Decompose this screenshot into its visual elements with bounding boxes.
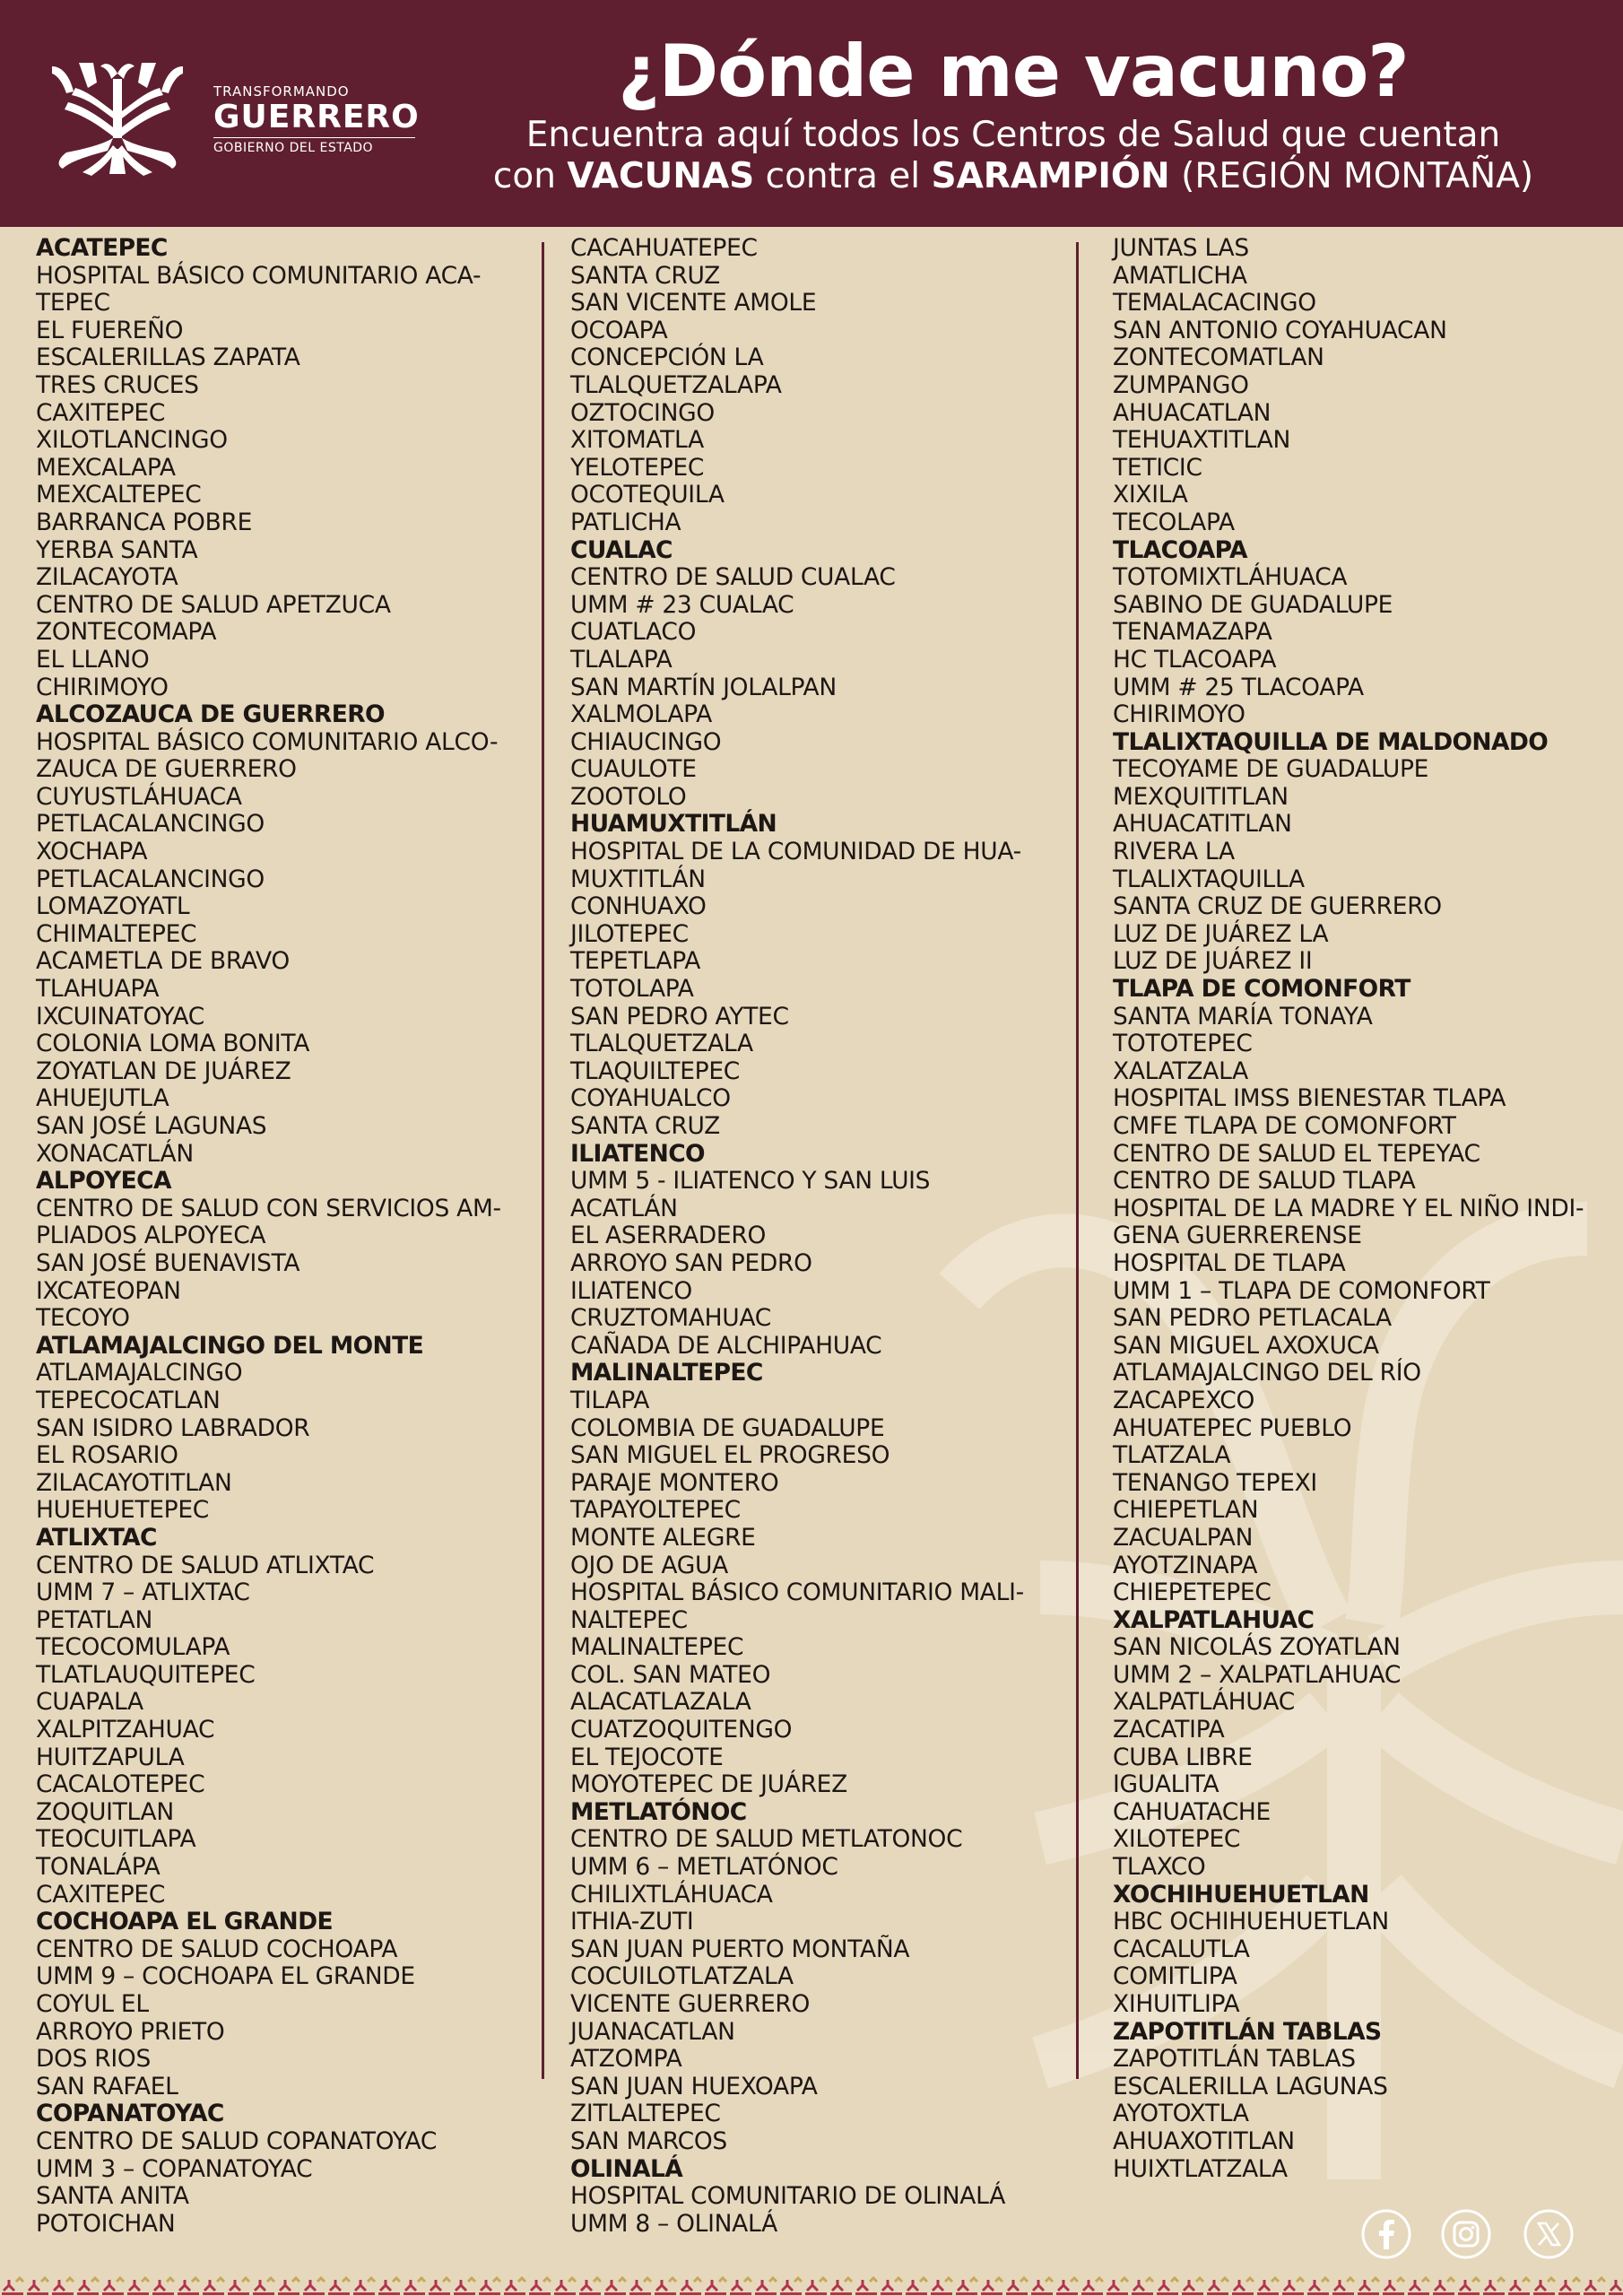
health-center-item: ATLAMAJALCINGO [36,1359,243,1387]
health-center-item: NALTEPEC [570,1605,688,1634]
health-center-item: TILAPA [570,1386,650,1414]
health-center-item: TLATLAUQUITEPEC [36,1660,256,1689]
health-center-item: UMM 1 – TLAPA DE COMONFORT [1113,1276,1490,1305]
instagram-icon[interactable] [1440,2208,1492,2260]
page-subtitle [430,115,1596,197]
health-center-item: HOSPITAL DE LA COMUNIDAD DE HUA- [570,838,1021,866]
health-center-item: TLALAPA [570,645,673,674]
municipality-heading: ACATEPEC [36,234,168,262]
health-center-item: TLAXCO [1113,1853,1206,1882]
health-center-list-column-2 [570,235,1024,2238]
health-center-item: OCOAPA [570,316,668,344]
health-center-item: ATZOMPA [570,2045,682,2074]
health-center-item: TAPAYOLTEPEC [570,1496,741,1525]
health-center-item: DOS RIOS [36,2045,152,2074]
health-center-item: COYUL EL [36,1990,149,2018]
health-center-item: JILOTEPEC [570,919,689,948]
health-center-item: BARRANCA POBRE [36,508,253,536]
health-center-item: UMM 2 – XALPATLAHUAC [1113,1660,1402,1689]
logo-text [213,83,420,155]
health-center-item: CENTRO DE SALUD CUALAC [570,563,896,592]
health-center-item: UMM # 25 TLACOAPA [1113,673,1364,701]
health-center-item: ZACAPEXCO [1113,1386,1255,1414]
guerrero-tree-logo-icon [43,56,192,178]
health-center-item: TLALQUETZALAPA [570,370,782,399]
health-center-item: XILOTEPEC [1113,1825,1241,1854]
health-center-item: ZUMPANGO [1113,370,1249,399]
health-center-item: ZILACAYOTA [36,563,178,592]
health-center-item: IXCUINATOYAC [36,1002,204,1031]
health-center-item: COLONIA LOMA BONITA [36,1030,310,1058]
health-center-item: CMFE TLAPA DE COMONFORT [1113,1112,1456,1140]
health-center-item: HOSPITAL COMUNITARIO DE OLINALÁ [570,2182,1006,2211]
health-center-item: ARROYO PRIETO [36,2017,225,2046]
health-center-item: EL ROSARIO [36,1441,178,1470]
subtitle-part: contra el [754,156,932,196]
health-center-item: SAN JOSÉ LAGUNAS [36,1112,267,1140]
health-center-item: TECOYO [36,1304,130,1333]
municipality-heading: HUAMUXTITLÁN [570,810,777,839]
health-center-item: MONTE ALEGRE [570,1523,756,1552]
health-center-item: TOTOMIXTLÁHUACA [1113,563,1348,592]
health-center-item: SAN PEDRO PETLACALA [1113,1304,1392,1333]
health-center-list-column-3 [1113,235,1584,2183]
health-center-item: ESCALERILLA LAGUNAS [1113,2072,1388,2100]
health-center-item: OZTOCINGO [570,398,715,427]
health-center-item: ILIATENCO [570,1276,692,1305]
health-center-item: GENA GUERRERENSE [1113,1222,1362,1250]
health-center-item: TLAHUAPA [36,975,160,1004]
health-center-item: SAN MARCOS [570,2126,727,2155]
health-center-item: PARAJE MONTERO [570,1468,779,1497]
health-center-item: EL FUEREÑO [36,316,184,344]
health-center-item: OJO DE AGUA [570,1551,728,1579]
column-divider [1076,242,1079,2079]
health-center-item: TECOYAME DE GUADALUPE [1113,755,1429,784]
health-center-item: HUITZAPULA [36,1743,185,1771]
health-center-item: XALMOLAPA [570,700,712,729]
health-center-item: ZOOTOLO [570,782,687,811]
health-center-item: ZACATIPA [1113,1716,1225,1744]
health-center-item: CHILIXTLÁHUACA [570,1880,773,1909]
health-center-item: TECOCOMULAPA [36,1633,230,1662]
health-center-item: VICENTE GUERRERO [570,1990,811,2018]
health-center-item: SAN MIGUEL AXOXUCA [1113,1331,1379,1360]
health-center-item: SABINO DE GUADALUPE [1113,590,1393,619]
health-center-item: MEXQUITITLAN [1113,782,1289,811]
municipality-heading: TLALIXTAQUILLA DE MALDONADO [1113,727,1549,756]
health-center-item: CUBA LIBRE [1113,1743,1253,1771]
health-center-item: TENANGO TEPEXI [1113,1468,1317,1497]
health-center-item: CAÑADA DE ALCHIPAHUAC [570,1331,882,1360]
health-center-item: ZILACAYOTITLAN [36,1468,232,1497]
decorative-embroidery-border [0,2269,1623,2296]
health-center-item: SAN JUAN HUEXOAPA [570,2072,818,2100]
health-center-item: COYAHUALCO [570,1084,731,1113]
health-center-item: OCOTEQUILA [570,481,725,509]
subtitle-part: con [492,156,568,196]
health-center-item: XIHUITLIPA [1113,1990,1240,2018]
x-icon[interactable] [1523,2208,1575,2260]
health-center-item: TECOLAPA [1113,508,1235,536]
health-center-item: SAN JUAN PUERTO MONTAÑA [570,1935,910,1963]
health-center-item: CENTRO DE SALUD APETZUCA [36,590,391,619]
health-center-item: AHUACATITLAN [1113,810,1292,839]
municipality-heading: ALPOYECA [36,1167,171,1196]
health-center-item: CENTRO DE SALUD ATLIXTAC [36,1551,375,1579]
health-center-item: XALATZALA [1113,1057,1248,1085]
health-center-item: EL TEJOCOTE [570,1743,724,1771]
health-center-item: HOSPITAL IMSS BIENESTAR TLAPA [1113,1084,1506,1113]
health-center-item: UMM 7 – ATLIXTAC [36,1578,250,1607]
health-center-item: SAN ISIDRO LABRADOR [36,1413,310,1442]
health-center-item: ZOQUITLAN [36,1797,174,1826]
health-center-item: HBC OCHIHUEHUETLAN [1113,1908,1389,1936]
health-center-item: ZONTECOMAPA [36,618,217,647]
logo-line-2: GUERRERO [213,99,420,135]
health-center-item: TEMALACACINGO [1113,289,1316,317]
logo-divider [213,137,415,138]
health-center-item: CENTRO DE SALUD CON SERVICIOS AM- [36,1194,501,1222]
health-center-item: UMM 9 – COCHOAPA EL GRANDE [36,1962,415,1991]
municipality-heading: OLINALÁ [570,2154,683,2183]
health-center-item: LUZ DE JUÁREZ LA [1113,919,1329,948]
health-center-item: SANTA MARÍA TONAYA [1113,1002,1373,1031]
health-center-item: UMM 5 - ILIATENCO Y SAN LUIS [570,1167,931,1196]
health-center-item: XILOTLANCINGO [36,426,228,455]
health-center-item: EL LLANO [36,645,150,674]
health-center-item: LOMAZOYATL [36,892,190,921]
health-center-item: COCUILOTLATZALA [570,1962,794,1991]
health-center-item: TEPETLAPA [570,947,701,976]
health-center-item: CENTRO DE SALUD COPANATOYAC [36,2126,438,2155]
health-center-item: SANTA CRUZ DE GUERRERO [1113,892,1442,921]
health-center-item: YERBA SANTA [36,535,198,564]
health-center-item: AYOTOXTLA [1113,2100,1249,2128]
health-center-item: HOSPITAL BÁSICO COMUNITARIO MALI- [570,1578,1024,1607]
health-center-item: ZACUALPAN [1113,1523,1254,1552]
health-center-item: ARROYO SAN PEDRO [570,1248,812,1277]
health-center-item: AHUAXOTITLAN [1113,2126,1295,2155]
logo-line-1: TRANSFORMANDO [213,83,350,100]
health-center-item: PLIADOS ALPOYECA [36,1222,266,1250]
municipality-heading: XOCHIHUEHUETLAN [1113,1880,1369,1909]
health-center-item: XOCHAPA [36,838,148,866]
health-center-item: SAN RAFAEL [36,2072,178,2100]
health-center-item: CENTRO DE SALUD METLATONOC [570,1825,963,1854]
subtitle-line-2 [430,156,1596,197]
health-center-item: ZONTECOMATLAN [1113,344,1324,372]
health-center-item: CHIAUCINGO [570,727,722,756]
health-center-item: UMM # 23 CUALAC [570,590,794,619]
municipality-heading: MALINALTEPEC [570,1359,763,1387]
municipality-heading: CUALAC [570,535,673,564]
health-center-item: ATLAMAJALCINGO DEL RÍO [1113,1359,1421,1387]
health-center-item: MUXTITLÁN [570,865,706,893]
health-center-item: SAN MARTÍN JOLALPAN [570,673,837,701]
health-center-item: TETICIC [1113,453,1202,482]
header-banner [0,0,1623,227]
health-center-item: ITHIA-ZUTI [570,1908,694,1936]
health-center-item: TEOCUITLAPA [36,1825,196,1854]
health-center-item: IXCATEOPAN [36,1276,181,1305]
health-center-item: COMITLIPA [1113,1962,1237,1991]
health-center-item: CHIRIMOYO [36,673,169,701]
health-center-item: TEPECOCATLAN [36,1386,221,1414]
health-center-item: PETLACALANCINGO [36,865,265,893]
health-center-item: TEPEC [36,289,110,317]
municipality-heading: COCHOAPA EL GRANDE [36,1908,334,1936]
health-center-item: AMATLICHA [1113,261,1247,290]
subtitle-emphasis-sarampion: SARAMPIÓN [931,156,1170,196]
health-center-item: CHIEPETEPEC [1113,1578,1271,1607]
health-center-item: UMM 6 – METLATÓNOC [570,1853,838,1882]
health-center-item: HOSPITAL BÁSICO COMUNITARIO ALCO- [36,727,499,756]
health-center-item: ACAMETLA DE BRAVO [36,947,290,976]
health-center-item: CENTRO DE SALUD COCHOAPA [36,1935,398,1963]
health-center-item: MEXCALTEPEC [36,481,202,509]
health-center-item: CHIMALTEPEC [36,919,197,948]
facebook-icon[interactable] [1360,2208,1412,2260]
municipality-heading: ZAPOTITLÁN TABLAS [1113,2017,1382,2046]
health-center-item: TOTOTEPEC [1113,1030,1253,1058]
health-center-item: TLATZALA [1113,1441,1231,1470]
health-center-item: AYOTZINAPA [1113,1551,1258,1579]
health-center-item: COLOMBIA DE GUADALUPE [570,1413,885,1442]
municipality-heading: TLACOAPA [1113,535,1247,564]
health-center-item: EL ASERRADERO [570,1222,767,1250]
health-center-item: ZOYATLAN DE JUÁREZ [36,1057,291,1085]
health-center-item: SAN ANTONIO COYAHUACAN [1113,316,1447,344]
health-center-item: SAN JOSÉ BUENAVISTA [36,1248,300,1277]
health-center-item: CONHUAXO [570,892,707,921]
health-center-item: XONACATLÁN [36,1139,194,1168]
health-center-item: SAN MIGUEL EL PROGRESO [570,1441,890,1470]
health-center-item: COL. SAN MATEO [570,1660,771,1689]
health-center-item: CUAULOTE [570,755,697,784]
health-center-item: CACALUTLA [1113,1935,1250,1963]
health-center-item: MALINALTEPEC [570,1633,744,1662]
subtitle-emphasis-vacunas: VACUNAS [567,156,755,196]
municipality-heading: COPANATOYAC [36,2100,224,2128]
health-center-item: TENAMAZAPA [1113,618,1272,647]
health-center-item: AHUEJUTLA [36,1084,169,1113]
health-center-item: JUNTAS LAS [1113,234,1249,262]
health-center-item: SAN NICOLÁS ZOYATLAN [1113,1633,1401,1662]
health-center-item: HOSPITAL DE LA MADRE Y EL NIÑO INDI- [1113,1194,1584,1222]
logo-line-3: GOBIERNO DEL ESTADO [213,141,374,155]
health-center-item: CAXITEPEC [36,398,166,427]
health-center-item: ALACATLAZALA [570,1688,751,1717]
health-center-item: CENTRO DE SALUD TLAPA [1113,1167,1416,1196]
health-center-item: TRES CRUCES [36,370,199,399]
health-center-item: IGUALITA [1113,1770,1219,1799]
health-center-item: AHUATEPEC PUEBLO [1113,1413,1352,1442]
health-center-item: SAN VICENTE AMOLE [570,289,817,317]
health-center-item: XALPITZAHUAC [36,1716,215,1744]
health-center-item: SANTA CRUZ [570,261,720,290]
health-center-item: TONALÁPA [36,1853,161,1882]
health-center-item: PETATLAN [36,1605,153,1634]
health-center-item: MEXCALAPA [36,453,176,482]
municipality-heading: TLAPA DE COMONFORT [1113,975,1410,1004]
health-center-item: TLAQUILTEPEC [570,1057,740,1085]
health-center-item: JUANACATLAN [570,2017,735,2046]
health-center-item: HUIXTLATZALA [1113,2154,1288,2183]
health-center-item: ZAPOTITLÁN TABLAS [1113,2045,1356,2074]
subtitle-line-1: Encuentra aquí todos los Centros de Salud que cuentan [525,115,1501,155]
health-center-item: XALPATLÁHUAC [1113,1688,1295,1717]
health-center-item: HOSPITAL DE TLAPA [1113,1248,1346,1277]
health-center-item: PATLICHA [570,508,681,536]
health-center-item: CRUZTOMAHUAC [570,1304,771,1333]
health-center-item: SANTA ANITA [36,2182,189,2211]
column-divider [542,242,544,2079]
health-center-item: TLALIXTAQUILLA [1113,865,1305,893]
municipality-heading: ATLIXTAC [36,1523,157,1552]
health-center-item: CACALOTEPEC [36,1770,205,1799]
health-center-item: TLALQUETZALA [570,1030,753,1058]
municipality-heading: METLATÓNOC [570,1797,747,1826]
health-center-item: ZAUCA DE GUERRERO [36,755,297,784]
health-center-item: CUATLACO [570,618,697,647]
health-center-item: CUYUSTLÁHUACA [36,782,242,811]
health-center-item: YELOTEPEC [570,453,705,482]
health-center-item: ESCALERILLAS ZAPATA [36,344,300,372]
health-center-item: ACATLÁN [570,1194,678,1222]
health-center-item: CHIEPETLAN [1113,1496,1259,1525]
health-center-item: RIVERA LA [1113,838,1235,866]
health-center-item: XITOMATLA [570,426,704,455]
health-center-item: HUEHUETEPEC [36,1496,209,1525]
health-center-item: CUATZOQUITENGO [570,1716,793,1744]
health-center-item: CHIRIMOYO [1113,700,1245,729]
health-center-item: ZITLALTEPEC [570,2100,721,2128]
health-center-item: CAHUATACHE [1113,1797,1271,1826]
health-center-item: HOSPITAL BÁSICO COMUNITARIO ACA- [36,261,482,290]
health-center-item: LUZ DE JUÁREZ II [1113,947,1313,976]
health-center-list-column-1 [36,235,501,2238]
health-center-item: PETLACALANCINGO [36,810,265,839]
health-center-item: AHUACATLAN [1113,398,1271,427]
subtitle-part: (REGIÓN MONTAÑA) [1169,156,1534,196]
health-center-item: POTOICHAN [36,2209,176,2238]
health-center-item: CUAPALA [36,1688,143,1717]
health-center-item: SAN PEDRO AYTEC [570,1002,789,1031]
health-center-item: TOTOLAPA [570,975,694,1004]
health-center-item: CACAHUATEPEC [570,234,758,262]
health-center-item: SANTA CRUZ [570,1112,720,1140]
municipality-heading: ALCOZAUCA DE GUERRERO [36,700,385,729]
health-center-item: CAXITEPEC [36,1880,166,1909]
health-center-item: XIXILA [1113,481,1188,509]
page-title: ¿Dónde me vacuno? [618,30,1409,113]
health-center-item: HC TLACOAPA [1113,645,1277,674]
health-center-item: UMM 8 – OLINALÁ [570,2209,777,2238]
health-center-item: MOYOTEPEC DE JUÁREZ [570,1770,847,1799]
municipality-heading: XALPATLAHUAC [1113,1605,1315,1634]
municipality-heading: ILIATENCO [570,1139,705,1168]
health-center-item: UMM 3 – COPANATOYAC [36,2154,313,2183]
health-center-item: TEHUAXTITLAN [1113,426,1290,455]
health-center-item: CONCEPCIÓN LA [570,344,764,372]
health-center-item: CENTRO DE SALUD EL TEPEYAC [1113,1139,1480,1168]
municipality-heading: ATLAMAJALCINGO DEL MONTE [36,1331,424,1360]
